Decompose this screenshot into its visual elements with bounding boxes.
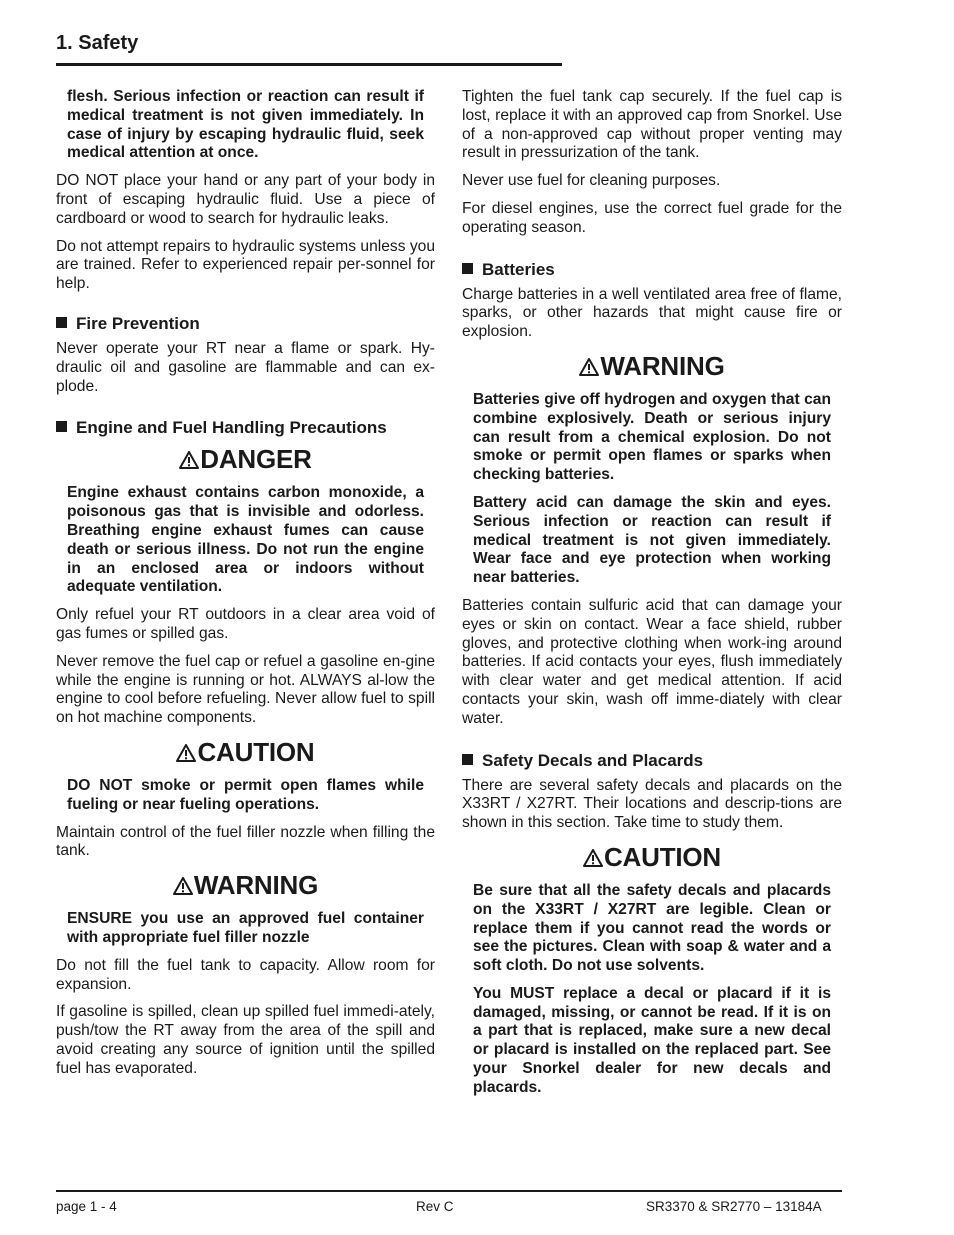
section-heading-engine-fuel: Engine and Fuel Handling Precautions [56,418,435,438]
square-bullet-icon [56,421,67,432]
footer-revision: Rev C [416,1199,454,1214]
chapter-title: 1. Safety [56,32,139,54]
section-heading-batteries: Batteries [462,260,842,280]
alert-triangle-icon [583,849,603,867]
paragraph: For diesel engines, use the correct fuel grade for the operating season. [462,199,842,236]
square-bullet-icon [462,263,473,274]
paragraph: Charge batteries in a well ventilated area free of flame, sparks, or other hazards that might cause fire or explosion. [462,285,842,341]
footer-page-number: page 1 - 4 [56,1199,117,1214]
warning-message: Batteries give off hydrogen and oxygen that can combine explosively. Death or serious injury can result from a chemical explosion. Do not smoke or permit open flames or sparks when checking batteries. Battery acid can damage the skin and eyes. Serious infection or reaction can result if medical treatment is not given immediately. Wear face and eye protection when working near batteries. [473,390,831,587]
paragraph: If gasoline is spilled, clean up spilled fuel immedi-ately, push/tow the RT away from the area of the spill and avoid creating any source of ignition until the spilled fuel has evaporated. [56,1003,435,1077]
caution-signal-word: CAUTION [462,842,842,872]
section-heading-safety-decals: Safety Decals and Placards [462,751,842,771]
footer-document-id: SR3370 & SR2770 – 13184A [646,1199,822,1214]
header-rule [56,63,562,66]
paragraph: Do not fill the fuel tank to capacity. Allow room for expansion. [56,956,435,993]
paragraph: Batteries contain sulfuric acid that can damage your eyes or skin on contact. Wear a face shield, rubber gloves, and protective clothing when work-ing around batteries. If acid contacts your eyes, flush immediately with clear water and get medical attention. If acid contacts your skin, wash off imme-diately with clear water. [462,596,842,727]
paragraph: Never use fuel for cleaning purposes. [462,172,721,190]
continued-warning-text: flesh. Serious infection or reaction can result if medical treatment is not given immediately. In case of injury by escaping hydraulic fluid, seek medical attention at once. [67,88,424,162]
warning-signal-word: WARNING [56,870,435,900]
right-column [462,88,842,1107]
alert-triangle-icon [179,451,199,469]
footer-rule [56,1190,842,1192]
section-heading-fire-prevention: Fire Prevention [56,314,435,334]
warning-message: ENSURE you use an approved fuel container with appropriate fuel filler nozzle [67,910,424,946]
paragraph: Maintain control of the fuel filler nozzle when filling the tank. [56,823,435,860]
square-bullet-icon [56,317,67,328]
caution-message: Be sure that all the safety decals and placards on the X33RT / X27RT are legible. Clean or replace them if you cannot read the words or see the pictures. Clean with soap & water and a soft cloth. Do not use solvents. You MUST replace a decal or placard if it is damaged, missing, or cannot be read. If it is on a part that is replaced, make sure a new decal or placard is installed on the replaced part. See your Snorkel dealer for new decals and placards. [473,881,831,1096]
paragraph: DO NOT place your hand or any part of your body in front of escaping hydraulic fluid. Use a piece of cardboard or wood to search for hydraulic leaks. [56,172,435,227]
left-column [56,88,435,1087]
square-bullet-icon [462,754,473,765]
paragraph: Never operate your RT near a flame or spark. Hy-draulic oil and gasoline are flammable and can ex-plode. [56,339,435,395]
alert-triangle-icon [176,744,196,762]
paragraph: There are several safety decals and placards on the X33RT / X27RT. Their locations and descrip-tions are shown in this section. Take time to study them. [462,776,842,832]
alert-triangle-icon [173,877,193,895]
caution-signal-word: CAUTION [56,737,435,767]
paragraph: Never remove the fuel cap or refuel a gasoline en-gine while the engine is running or hot. ALWAYS al-low the engine to cool before refueling. Never allow fuel to spill on hot machine components. [56,652,435,727]
paragraph: Only refuel your RT outdoors in a clear area void of gas fumes or spilled gas. [56,606,435,642]
alert-triangle-icon [579,358,599,376]
danger-signal-word: DANGER [56,444,435,474]
warning-signal-word: WARNING [462,351,842,381]
danger-message: Engine exhaust contains carbon monoxide, a poisonous gas that is invisible and odorless. Breathing engine exhaust fumes can cause death or serious illness. Do not run the engine in an enclosed area or indoors without adequate ventilation. [67,484,424,596]
caution-message: DO NOT smoke or permit open flames while fueling or near fueling operations. [67,776,424,813]
paragraph: Tighten the fuel tank cap securely. If the fuel cap is lost, replace it with an approved cap from Snorkel. Use of a non-approved cap without proper venting may result in pressurization of the tank. [462,88,842,162]
paragraph: Do not attempt repairs to hydraulic systems unless you are trained. Refer to experienced repair per-sonnel for help. [56,237,435,293]
